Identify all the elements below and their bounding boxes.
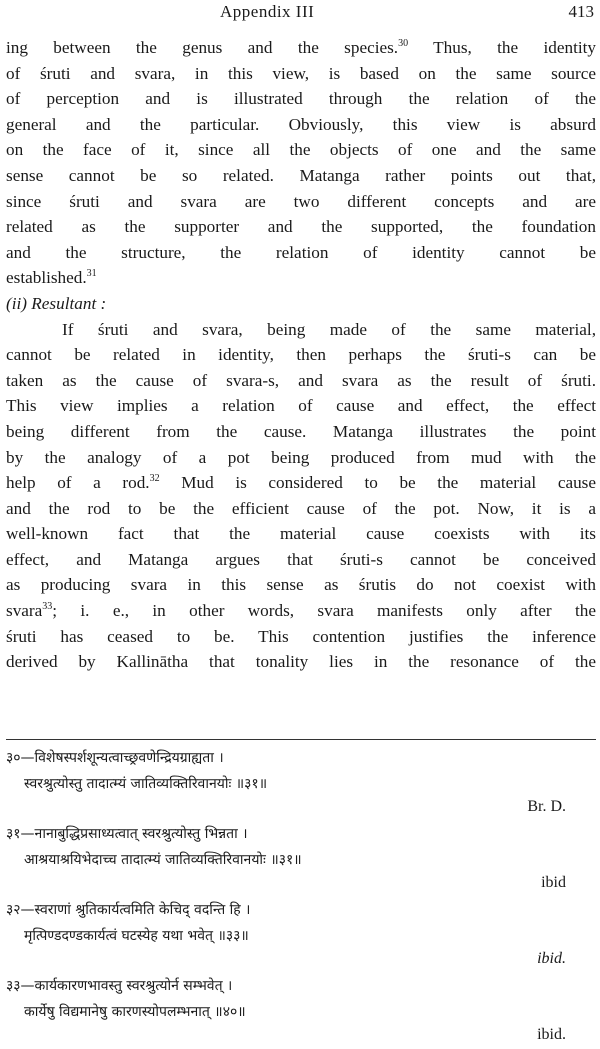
text-line: as producing svara in this sense as śrutis do not coexist with: [6, 575, 596, 595]
text-line: being different from the cause. Matanga illustrates the point: [6, 421, 596, 441]
text-line: cannot be related in identity, then perhaps the śruti-s can be: [6, 345, 596, 365]
subheading: (ii) Resultant :: [6, 293, 107, 313]
footnotes: [6, 745, 596, 1049]
footnote-source: ibid.: [537, 1026, 566, 1043]
text-line: on the face of it, since all the objects of one and the same: [6, 140, 596, 160]
text-line: svara$^{33}$; i. e., in other words, svara manifests only after the: [6, 601, 596, 621]
footnote-ref: 30: [398, 38, 409, 49]
text-line: help of a rod.$^{32}$ Mud is considered to be the material cause: [6, 473, 596, 493]
text-line: general and the particular. Obviously, this view is absurd: [6, 114, 596, 134]
footnote-source: ibid.: [537, 950, 566, 967]
text-line: well-known fact that the material cause coexists with its: [6, 524, 596, 544]
text-line: of perception and is illustrated through the relation of the: [6, 89, 596, 109]
text-line: and the structure, the relation of identity cannot be: [6, 242, 596, 262]
text-line: ing between the genus and the species.$^{30}$ Thus, the identity: [6, 38, 596, 57]
footnote-source: ibid: [541, 874, 566, 891]
text-line: derived by Kallinātha that tonality lies in the resonance of the: [6, 652, 596, 672]
text-line: sense cannot be so related. Matanga rather points out that,: [6, 165, 596, 185]
footnote-ref: 31: [86, 268, 97, 280]
footnote: [6, 973, 596, 1045]
footnote-verse-line: स्वरश्रुत्योस्तु तादात्म्यं जातिव्यक्तिरिवानयोः ॥३१॥: [24, 776, 268, 792]
footnote-verse-line: ३१—नानाबुद्धिप्रसाध्यत्वात् स्वरश्रुत्योस्तु भिन्नता ।: [6, 826, 248, 842]
text-line: taken as the cause of svara-s, and svara as the result of śruti.: [6, 370, 596, 390]
footnote-ref: 33: [42, 601, 53, 613]
text-line: This view implies a relation of cause and effect, the effect: [6, 396, 596, 416]
footnote-verse-line: आश्रयाश्रयिभेदाच्च तादात्म्यं जातिव्यक्तिरिवानयोः ॥३१॥: [24, 852, 302, 868]
text-line: effect, and Matanga argues that śruti-s cannot be conceived: [6, 549, 596, 569]
text-line: related as the supporter and the supported, the foundation: [6, 217, 596, 237]
footnote: [6, 897, 596, 969]
footnote-verse-line: ३२—स्वराणां श्रुतिकार्यत्वमिति केचिद् वदन्ति हि ।: [6, 902, 251, 918]
footnote-verse-line: ३०—विशेषस्पर्शशून्यत्वाच्छ्रवणेन्द्रियग्राह्यता ।: [6, 750, 224, 766]
footnote: [6, 821, 596, 893]
running-head: Appendix III: [220, 2, 315, 21]
text-line: since śruti and svara are two different concepts and are: [6, 191, 596, 211]
text-line: śruti has ceased to be. This contention justifies the inference: [6, 626, 596, 646]
footnote: [6, 745, 596, 817]
text-line: of śruti and svara, in this view, is based on the same source: [6, 63, 596, 83]
footnote-verse-line: कार्येषु विद्यमानेषु कारणस्योपलम्भनात् ॥४०॥: [24, 1004, 246, 1020]
body-text: [6, 35, 596, 675]
footnote-verse-line: मृत्पिण्डदण्डकार्यत्वं घटस्येह यथा भवेत् ॥३३॥: [24, 928, 249, 944]
page-number: 413: [568, 2, 594, 21]
footnote-source: Br. D.: [527, 798, 566, 815]
footnote-ref: 32: [149, 473, 160, 485]
text-line: established.$^{31}$: [6, 268, 97, 288]
footnote-verse-line: ३३—कार्यकारणभावस्तु स्वरश्रुत्योर्न सम्भवेत् ।: [6, 978, 233, 994]
text-line: If śruti and svara, being made of the same material,: [62, 319, 596, 339]
text-line: and the rod to be the efficient cause of the pot. Now, it is a: [6, 498, 596, 518]
text-line: by the analogy of a pot being produced from mud with the: [6, 447, 596, 467]
page-header: [0, 0, 600, 30]
footnote-divider: [6, 739, 596, 740]
